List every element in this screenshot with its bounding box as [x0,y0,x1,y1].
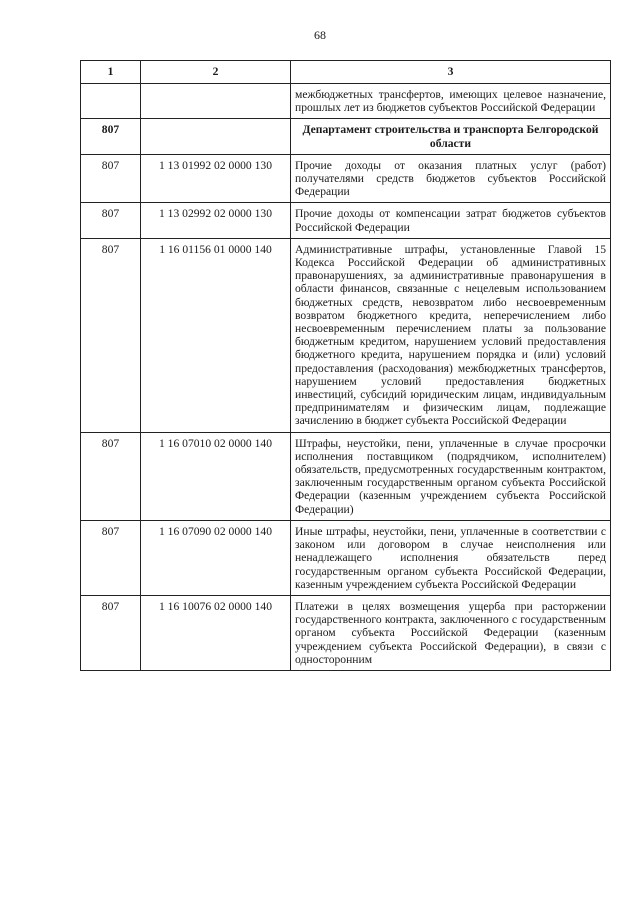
table-row [81,432,611,520]
column-header-3: 3 [291,61,611,84]
table-row [81,520,611,595]
revenue-code-cell: 1 16 10076 02 0000 140 [141,595,291,670]
admin-code-cell: 807 [81,238,141,432]
column-header-1: 1 [81,61,141,84]
table-header-row [81,61,611,84]
table-row-section [81,119,611,154]
page-number: 68 [314,28,326,42]
table-row [81,238,611,432]
budget-revenue-table [80,60,611,671]
revenue-code-cell: 1 16 07010 02 0000 140 [141,432,291,520]
column-header-2: 2 [141,61,291,84]
description-cell: Прочие доходы от компенсации затрат бюджетов субъектов Российской Федерации [291,203,611,238]
revenue-code-cell [141,119,291,154]
table-row [81,154,611,203]
admin-code-cell: 807 [81,154,141,203]
section-title-cell: Департамент строительства и транспорта Белгородской области [291,119,611,154]
admin-code-cell: 807 [81,595,141,670]
table-row [81,595,611,670]
admin-code-cell: 807 [81,203,141,238]
revenue-code-cell: 1 13 02992 02 0000 130 [141,203,291,238]
description-cell: Прочие доходы от оказания платных услуг (работ) получателями средств бюджетов субъектов Российской Федерации [291,154,611,203]
revenue-code-cell: 1 13 01992 02 0000 130 [141,154,291,203]
revenue-code-cell [141,84,291,119]
description-cell: Штрафы, неустойки, пени, уплаченные в случае просрочки исполнения поставщиком (подрядчиком, исполнителем) обязательств, предусмотренных государственным контрактом, заключенным государственным органом субъекта Российской Федерации (казенным учреждением субъекта Российской Федерации) [291,432,611,520]
revenue-code-cell: 1 16 07090 02 0000 140 [141,520,291,595]
description-cell: межбюджетных трансфертов, имеющих целевое назначение, прошлых лет из бюджетов субъектов Российской Федерации [291,84,611,119]
table-row [81,84,611,119]
admin-code-cell: 807 [81,520,141,595]
table-row [81,203,611,238]
description-cell: Иные штрафы, неустойки, пени, уплаченные в соответствии с законом или договором в случае неисполнения или ненадлежащего исполнения обязательств перед государственным органом субъекта Российской Федерации, казенным учреждением субъекта Российской Федерации [291,520,611,595]
description-cell: Платежи в целях возмещения ущерба при расторжении государственного контракта, заключенного с государственным органом субъекта Российской Федерации (казенным учреждением субъекта Российской Федерации), в связи с односторонним [291,595,611,670]
admin-code-cell [81,84,141,119]
admin-code-cell: 807 [81,432,141,520]
admin-code-cell: 807 [81,119,141,154]
description-cell: Административные штрафы, установленные Главой 15 Кодекса Российской Федерации об административных правонарушениях, за административные правонарушения в области финансов, связанные с нецелевым использованием бюджетных средств, невозвратом либо несвоевременным возвратом бюджетного кредита, неперечислением либо несвоевременным перечислением платы за пользование бюджетным кредитом, нарушением условий предоставления бюджетного кредита, нарушением порядка и (или) условий предоставления (расходования) межбюджетных трансфертов, нарушением условий предоставления бюджетных инвестиций, субсидий юридическим лицам, индивидуальным предпринимателям и физическим лицам, подлежащие зачислению в бюджет субъекта Российской Федерации [291,238,611,432]
revenue-code-cell: 1 16 01156 01 0000 140 [141,238,291,432]
